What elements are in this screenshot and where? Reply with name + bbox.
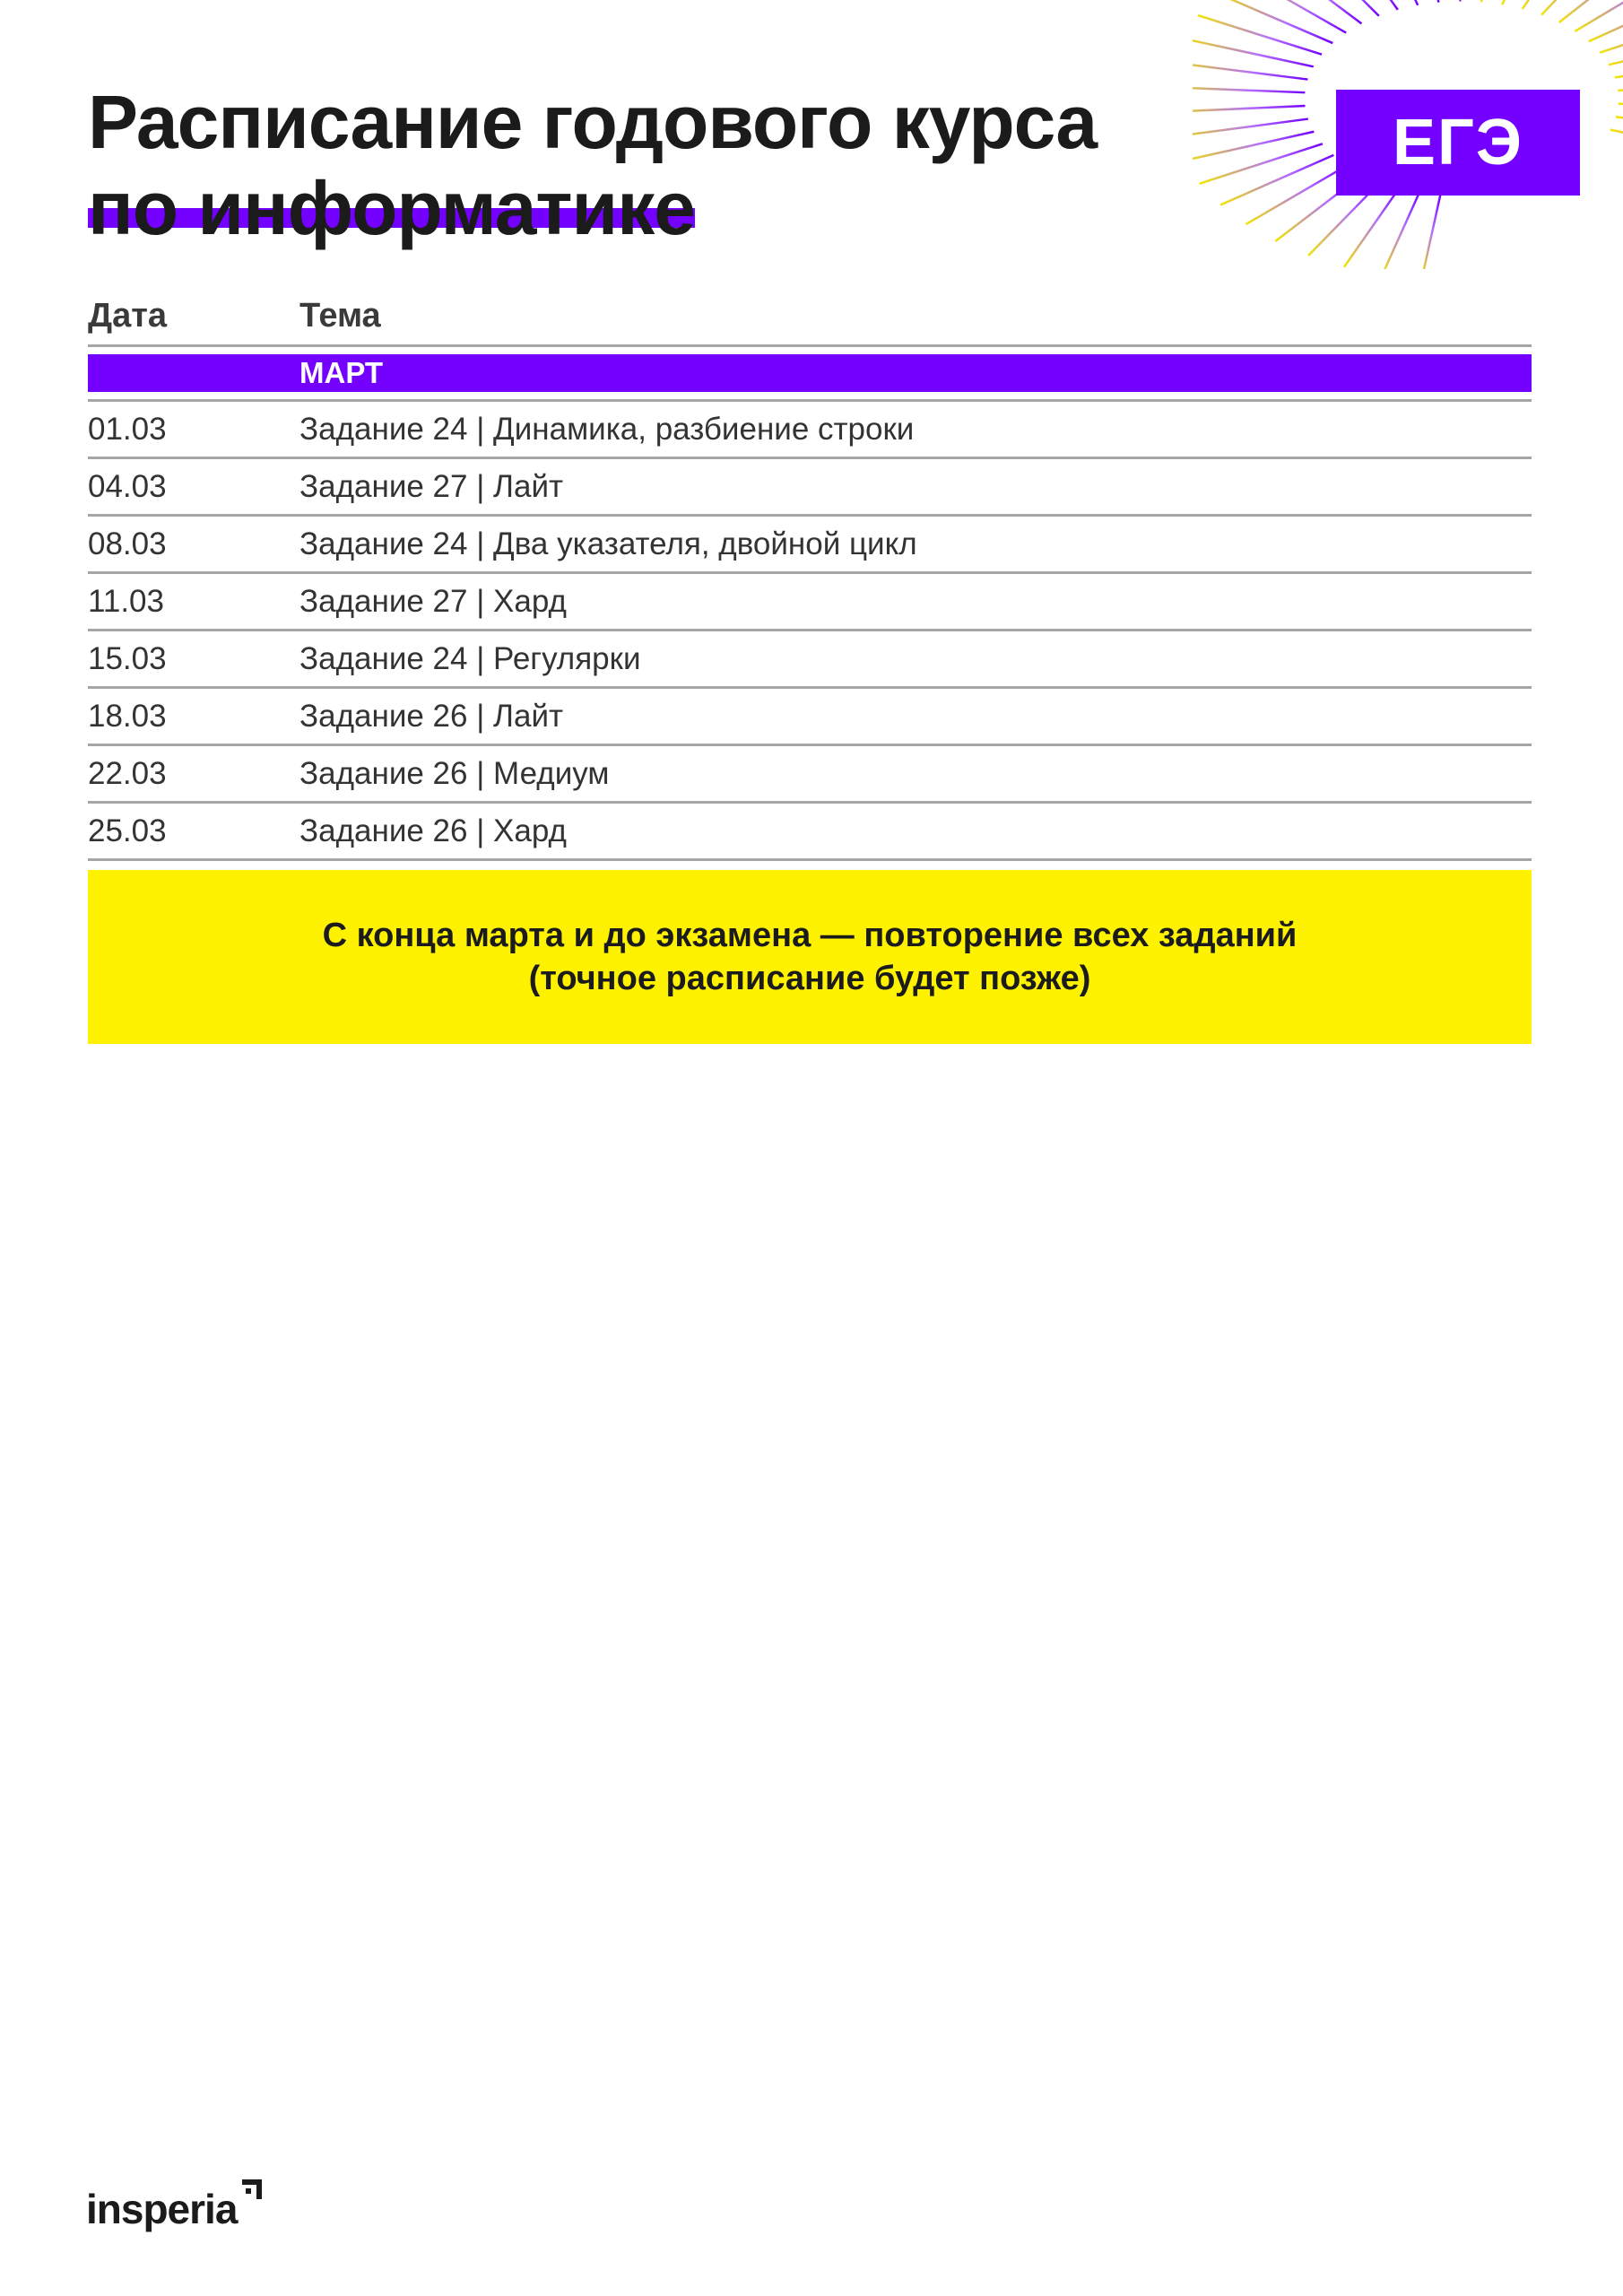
- info-note-line-1: С конца марта и до экзамена — повторение всех заданий: [322, 917, 1298, 954]
- row-topic: Задание 24 | Динамика, разбиение строки: [299, 411, 915, 447]
- header-date: Дата: [88, 296, 167, 335]
- sunburst-ray: [1193, 87, 1305, 92]
- page-title: [88, 79, 1097, 251]
- sunburst-ray: [1341, 0, 1398, 10]
- sunburst-ray: [1419, 0, 1439, 3]
- sunburst-ray: [1219, 0, 1332, 43]
- row-date: 11.03: [88, 583, 164, 619]
- sunburst-ray: [1379, 0, 1418, 5]
- sunburst-ray: [1198, 15, 1322, 55]
- page-title-line-2: [88, 165, 695, 251]
- row-date: 18.03: [88, 698, 167, 734]
- sunburst-ray: [1618, 83, 1623, 91]
- sunburst-ray: [1559, 0, 1623, 22]
- logo-text: insperia: [86, 2186, 238, 2232]
- sunburst-ray: [1421, 195, 1440, 269]
- sunburst-ray: [1220, 155, 1333, 205]
- table-row: [88, 402, 1532, 459]
- row-topic: Задание 24 | Два указателя, двойной цикл: [299, 526, 917, 561]
- month-label: МАРТ: [299, 356, 384, 389]
- row-topic: Задание 24 | Регулярки: [299, 640, 641, 676]
- ege-badge: ЕГЭ: [1336, 90, 1580, 196]
- logo-corner-icon: [239, 2179, 262, 2203]
- table-row: [88, 804, 1532, 861]
- sunburst-ray: [1193, 106, 1305, 112]
- row-topic: Задание 27 | Лайт: [299, 468, 564, 504]
- sunburst-ray: [1619, 104, 1623, 109]
- month-bar: [88, 354, 1532, 392]
- sunburst-ray: [1193, 39, 1314, 67]
- row-date: 25.03: [88, 813, 167, 848]
- row-date: 15.03: [88, 640, 167, 676]
- sunburst-ray: [1459, 0, 1461, 2]
- table-row: [88, 746, 1532, 804]
- page-title-line-2-text: по информатике: [88, 166, 695, 250]
- row-topic: Задание 26 | Медиум: [299, 755, 610, 791]
- sunburst-ray: [1200, 144, 1323, 184]
- sunburst-ray: [1273, 0, 1362, 23]
- sunburst-ray: [1502, 0, 1538, 4]
- row-date: 08.03: [88, 526, 167, 561]
- row-date: 22.03: [88, 755, 167, 791]
- info-note: [88, 870, 1532, 1044]
- table-row: [88, 459, 1532, 517]
- sunburst-ray: [1193, 63, 1307, 80]
- row-topic: Задание 26 | Лайт: [299, 698, 564, 734]
- sunburst-ray: [1481, 0, 1498, 2]
- sunburst-ray: [1193, 132, 1314, 161]
- table-header: [88, 287, 1532, 347]
- row-topic: Задание 26 | Хард: [299, 813, 567, 848]
- table-row: [88, 689, 1532, 746]
- insperia-logo: [86, 2185, 262, 2233]
- page-title-line-1: Расписание годового курса: [88, 80, 1098, 164]
- table-row: [88, 631, 1532, 689]
- row-date: 04.03: [88, 468, 167, 504]
- table-row: [88, 517, 1532, 574]
- row-date: 01.03: [88, 411, 167, 447]
- info-note-line-2: (точное расписание будет позже): [528, 960, 1091, 997]
- table-row: [88, 574, 1532, 631]
- schedule-table: [88, 287, 1532, 1044]
- row-topic: Задание 27 | Хард: [299, 583, 567, 619]
- sunburst-ray: [1193, 119, 1308, 137]
- header-topic: Тема: [299, 296, 381, 335]
- sunburst-ray: [1610, 130, 1623, 158]
- sunburst-ray: [1245, 165, 1347, 224]
